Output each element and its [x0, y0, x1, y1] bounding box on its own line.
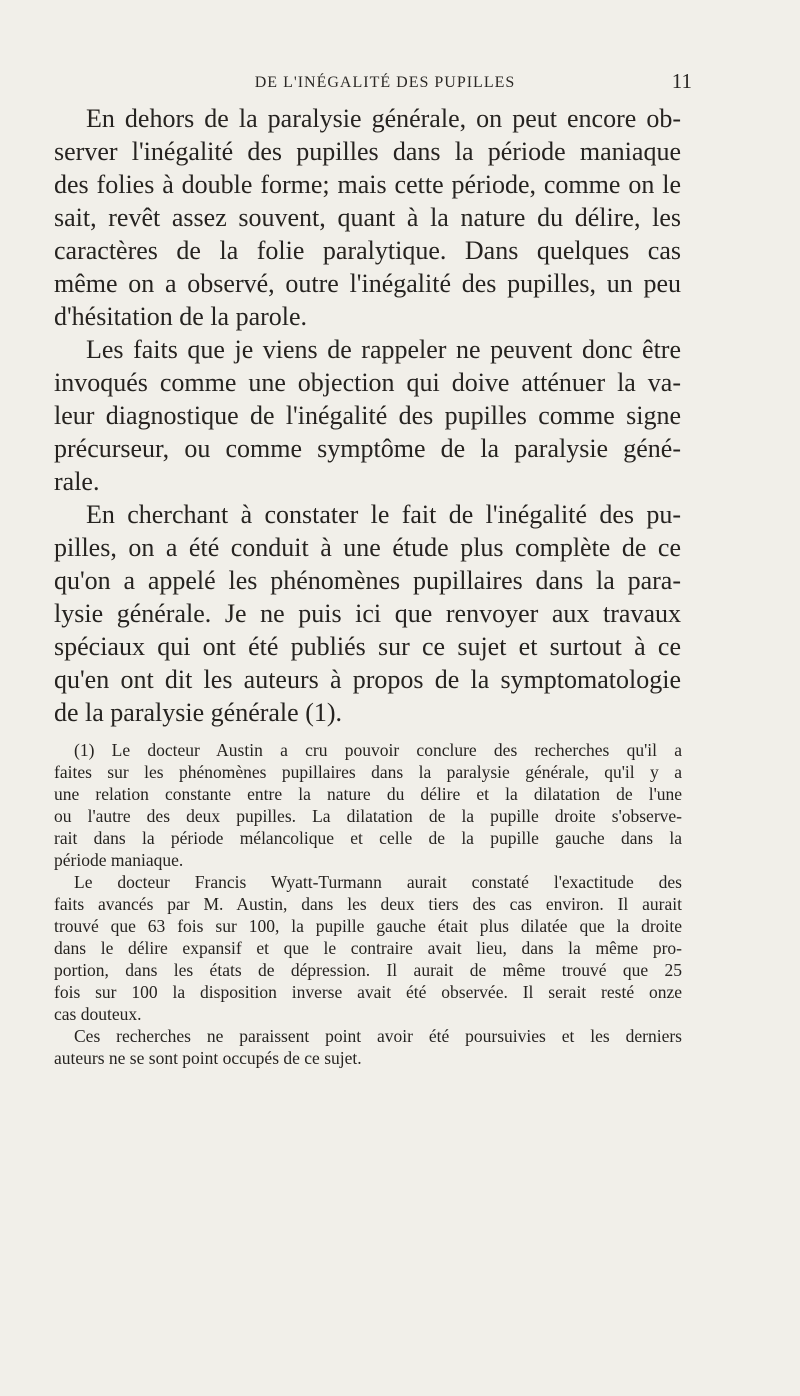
paragraph-line: leur diagnostique de l'inégalité des pupilles comme signe [54, 401, 681, 430]
paragraph-line: caractères de la folie paralytique. Dans quelques cas [54, 236, 681, 265]
paragraph-line: Les faits que je viens de rappeler ne peuvent donc être [86, 335, 681, 364]
footnote-line: une relation constante entre la nature du délire et la dilatation de l'une [54, 784, 682, 804]
footnote-line: (1) Le docteur Austin a cru pouvoir conclure des recherches qu'il a [74, 740, 682, 760]
footnote-line: auteurs ne se sont point occupés de ce sujet. [54, 1048, 362, 1068]
footnote-line: Ces recherches ne paraissent point avoir été poursuivies et les derniers [74, 1026, 682, 1046]
footnote-line: cas douteux. [54, 1004, 142, 1024]
paragraph-line: pilles, on a été conduit à une étude plus complète de ce [54, 533, 681, 562]
paragraph-line: de la paralysie générale (1). [54, 698, 343, 727]
page-number: 11 [671, 69, 692, 93]
paragraph-line: rale. [54, 467, 100, 496]
running-head [90, 68, 690, 102]
paragraph-line: même on a observé, outre l'inégalité des pupilles, un peu [54, 269, 681, 298]
paragraph-line: qu'en ont dit les auteurs à propos de la symptomatologie [54, 665, 681, 694]
footnote-line: période maniaque. [54, 850, 184, 870]
paragraph-line: sait, revêt assez souvent, quant à la nature du délire, les [54, 203, 681, 232]
paragraph-line: précurseur, ou comme symptôme de la paralysie géné- [54, 434, 681, 463]
footnote-line: portion, dans les états de dépression. Il aurait de même trouvé que 25 [54, 960, 682, 980]
footnote-line: rait dans la période mélancolique et celle de la pupille gauche dans la [54, 828, 682, 848]
running-title: DE L'INÉGALITÉ DES PUPILLES [254, 74, 516, 91]
footnote-line: fois sur 100 la disposition inverse avait été observée. Il serait resté onze [54, 982, 682, 1002]
paragraph-line: En cherchant à constater le fait de l'inégalité des pu- [86, 500, 681, 529]
paragraph-line: invoqués comme une objection qui doive atténuer la va- [54, 368, 681, 397]
footnote-line: ou l'autre des deux pupilles. La dilatation de la pupille droite s'observe- [54, 806, 682, 826]
paragraph-line: des folies à double forme; mais cette période, comme on le [54, 170, 681, 199]
footnote-line: faites sur les phénomènes pupillaires dans la paralysie générale, qu'il y a [54, 762, 682, 782]
paragraph-line: qu'on a appelé les phénomènes pupillaires dans la para- [54, 566, 681, 595]
paragraph-line: spéciaux qui ont été publiés sur ce sujet et surtout à ce [54, 632, 681, 661]
paragraph-line: En dehors de la paralysie générale, on peut encore ob- [86, 104, 681, 133]
footnote-line: Le docteur Francis Wyatt-Turmann aurait constaté l'exactitude des [74, 872, 682, 892]
footnote-line: dans le délire expansif et que le contraire avait lieu, dans la même pro- [54, 938, 682, 958]
paragraph-line: lysie générale. Je ne puis ici que renvoyer aux travaux [54, 599, 681, 628]
paragraph-line: server l'inégalité des pupilles dans la période maniaque [54, 137, 681, 166]
footnote-line: trouvé que 63 fois sur 100, la pupille gauche était plus dilatée que la droite [54, 916, 682, 936]
paragraph-line: d'hésitation de la parole. [54, 302, 308, 331]
footnote-line: faits avancés par M. Austin, dans les deux tiers des cas environ. Il aurait [54, 894, 682, 914]
